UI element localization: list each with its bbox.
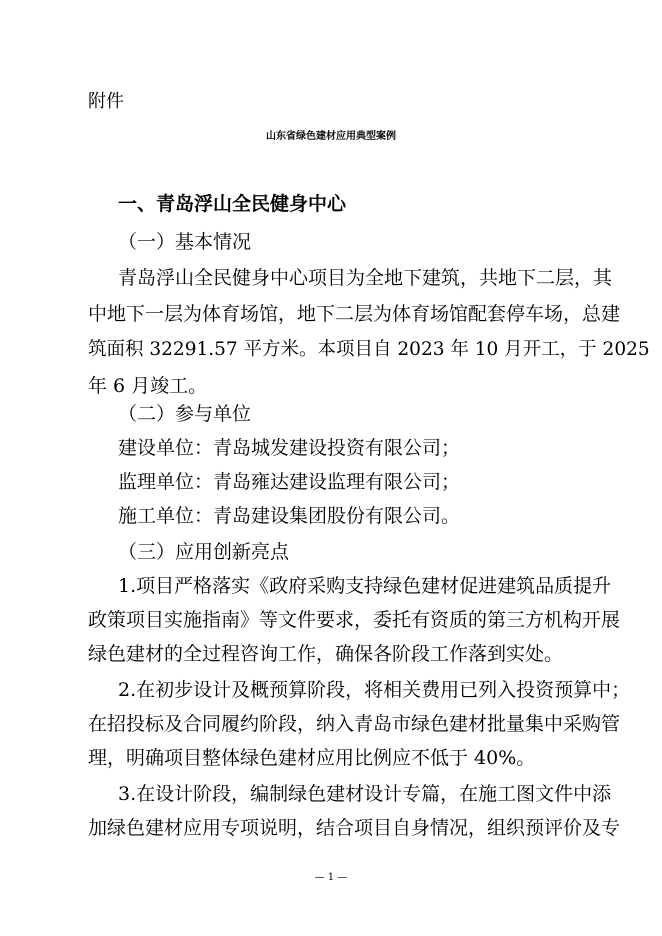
paragraph-line: 2.在初步设计及概预算阶段，将相关费用已列入投资预算中； (118, 679, 631, 701)
paragraph-line: 政策项目实施指南》等文件要求，委托有资质的第三方机构开展 (88, 609, 621, 631)
unit-line: 建设单位：青岛城发建设投资有限公司； (118, 437, 461, 459)
attachment-label: 附件 (88, 91, 124, 112)
paragraph-line: 年 6 月竣工。 (88, 375, 208, 397)
unit-line: 施工单位：青岛建设集团股份有限公司。 (118, 505, 461, 527)
paragraph-line: 绿色建材的全过程咨询工作，确保各阶段工作落到实处。 (88, 643, 564, 665)
subsection-heading-basic-info: （一）基本情况 (118, 231, 252, 253)
paragraph-line: 中地下一层为体育场馆，地下二层为体育场馆配套停车场，总建 (88, 303, 621, 325)
section-heading: 一、青岛浮山全民健身中心 (118, 193, 347, 215)
paragraph-line: 1.项目严格落实《政府采购支持绿色建材促进建筑品质提升 (118, 575, 612, 597)
document-title: 山东省绿色建材应用典型案例 (266, 131, 396, 142)
paragraph-line: 在招投标及合同履约阶段，纳入青岛市绿色建材批量集中采购管 (88, 713, 621, 735)
paragraph-line: 3.在设计阶段，编制绿色建材设计专篇，在施工图文件中添 (118, 783, 612, 805)
page-number: — 1 — (314, 872, 348, 883)
unit-line: 监理单位：青岛雍达建设监理有限公司； (118, 471, 461, 493)
subsection-heading-highlights: （三）应用创新亮点 (118, 541, 290, 563)
paragraph-line: 筑面积 32291.57 平方米。本项目自 2023 年 10 月开工，于 2025 (88, 339, 650, 360)
subsection-heading-participants: （二）参与单位 (118, 403, 252, 425)
paragraph-line: 理，明确项目整体绿色建材应用比例应不低于 40%。 (88, 747, 536, 769)
paragraph-line: 加绿色建材应用专项说明，结合项目自身情况，组织预评价及专 (88, 817, 621, 839)
paragraph-line: 青岛浮山全民健身中心项目为全地下建筑，共地下二层，其 (118, 267, 613, 289)
